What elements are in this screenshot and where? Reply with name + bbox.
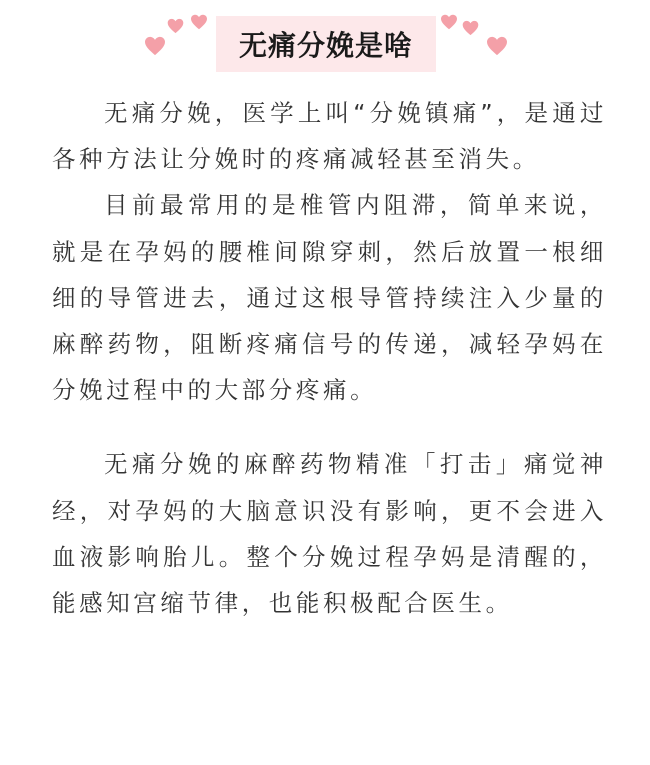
heart-icon (462, 20, 479, 36)
header (0, 0, 650, 80)
heart-icon (144, 36, 166, 56)
title-highlight (216, 16, 436, 72)
paragraph-method: 目前最常用的是椎管内阻滞，简单来说，就是在孕妈的腰椎间隙穿刺，然后放置一根细细的导管进去，通过这根导管持续注入少量的麻醉药物，阻断疼痛信号的传递，减轻孕妈在分娩过程中的大部分疼痛。 (52, 191, 607, 405)
heart-icon (190, 14, 208, 30)
heart-icon (440, 14, 458, 30)
page-title: 无痛分娩是啥 (238, 29, 413, 62)
article-body (52, 90, 607, 626)
paragraph-effect: 无痛分娩的麻醉药物精准「打击」痛觉神经，对孕妈的大脑意识没有影响，更不会进入血液影响胎儿。整个分娩过程孕妈是清醒的，能感知宫缩节律，也能积极配合医生。 (52, 450, 607, 618)
paragraph-definition: 无痛分娩，医学上叫“分娩镇痛”，是通过各种方法让分娩时的疼痛减轻甚至消失。 (52, 99, 607, 174)
heart-icon (167, 18, 184, 34)
heart-icon (486, 36, 508, 56)
